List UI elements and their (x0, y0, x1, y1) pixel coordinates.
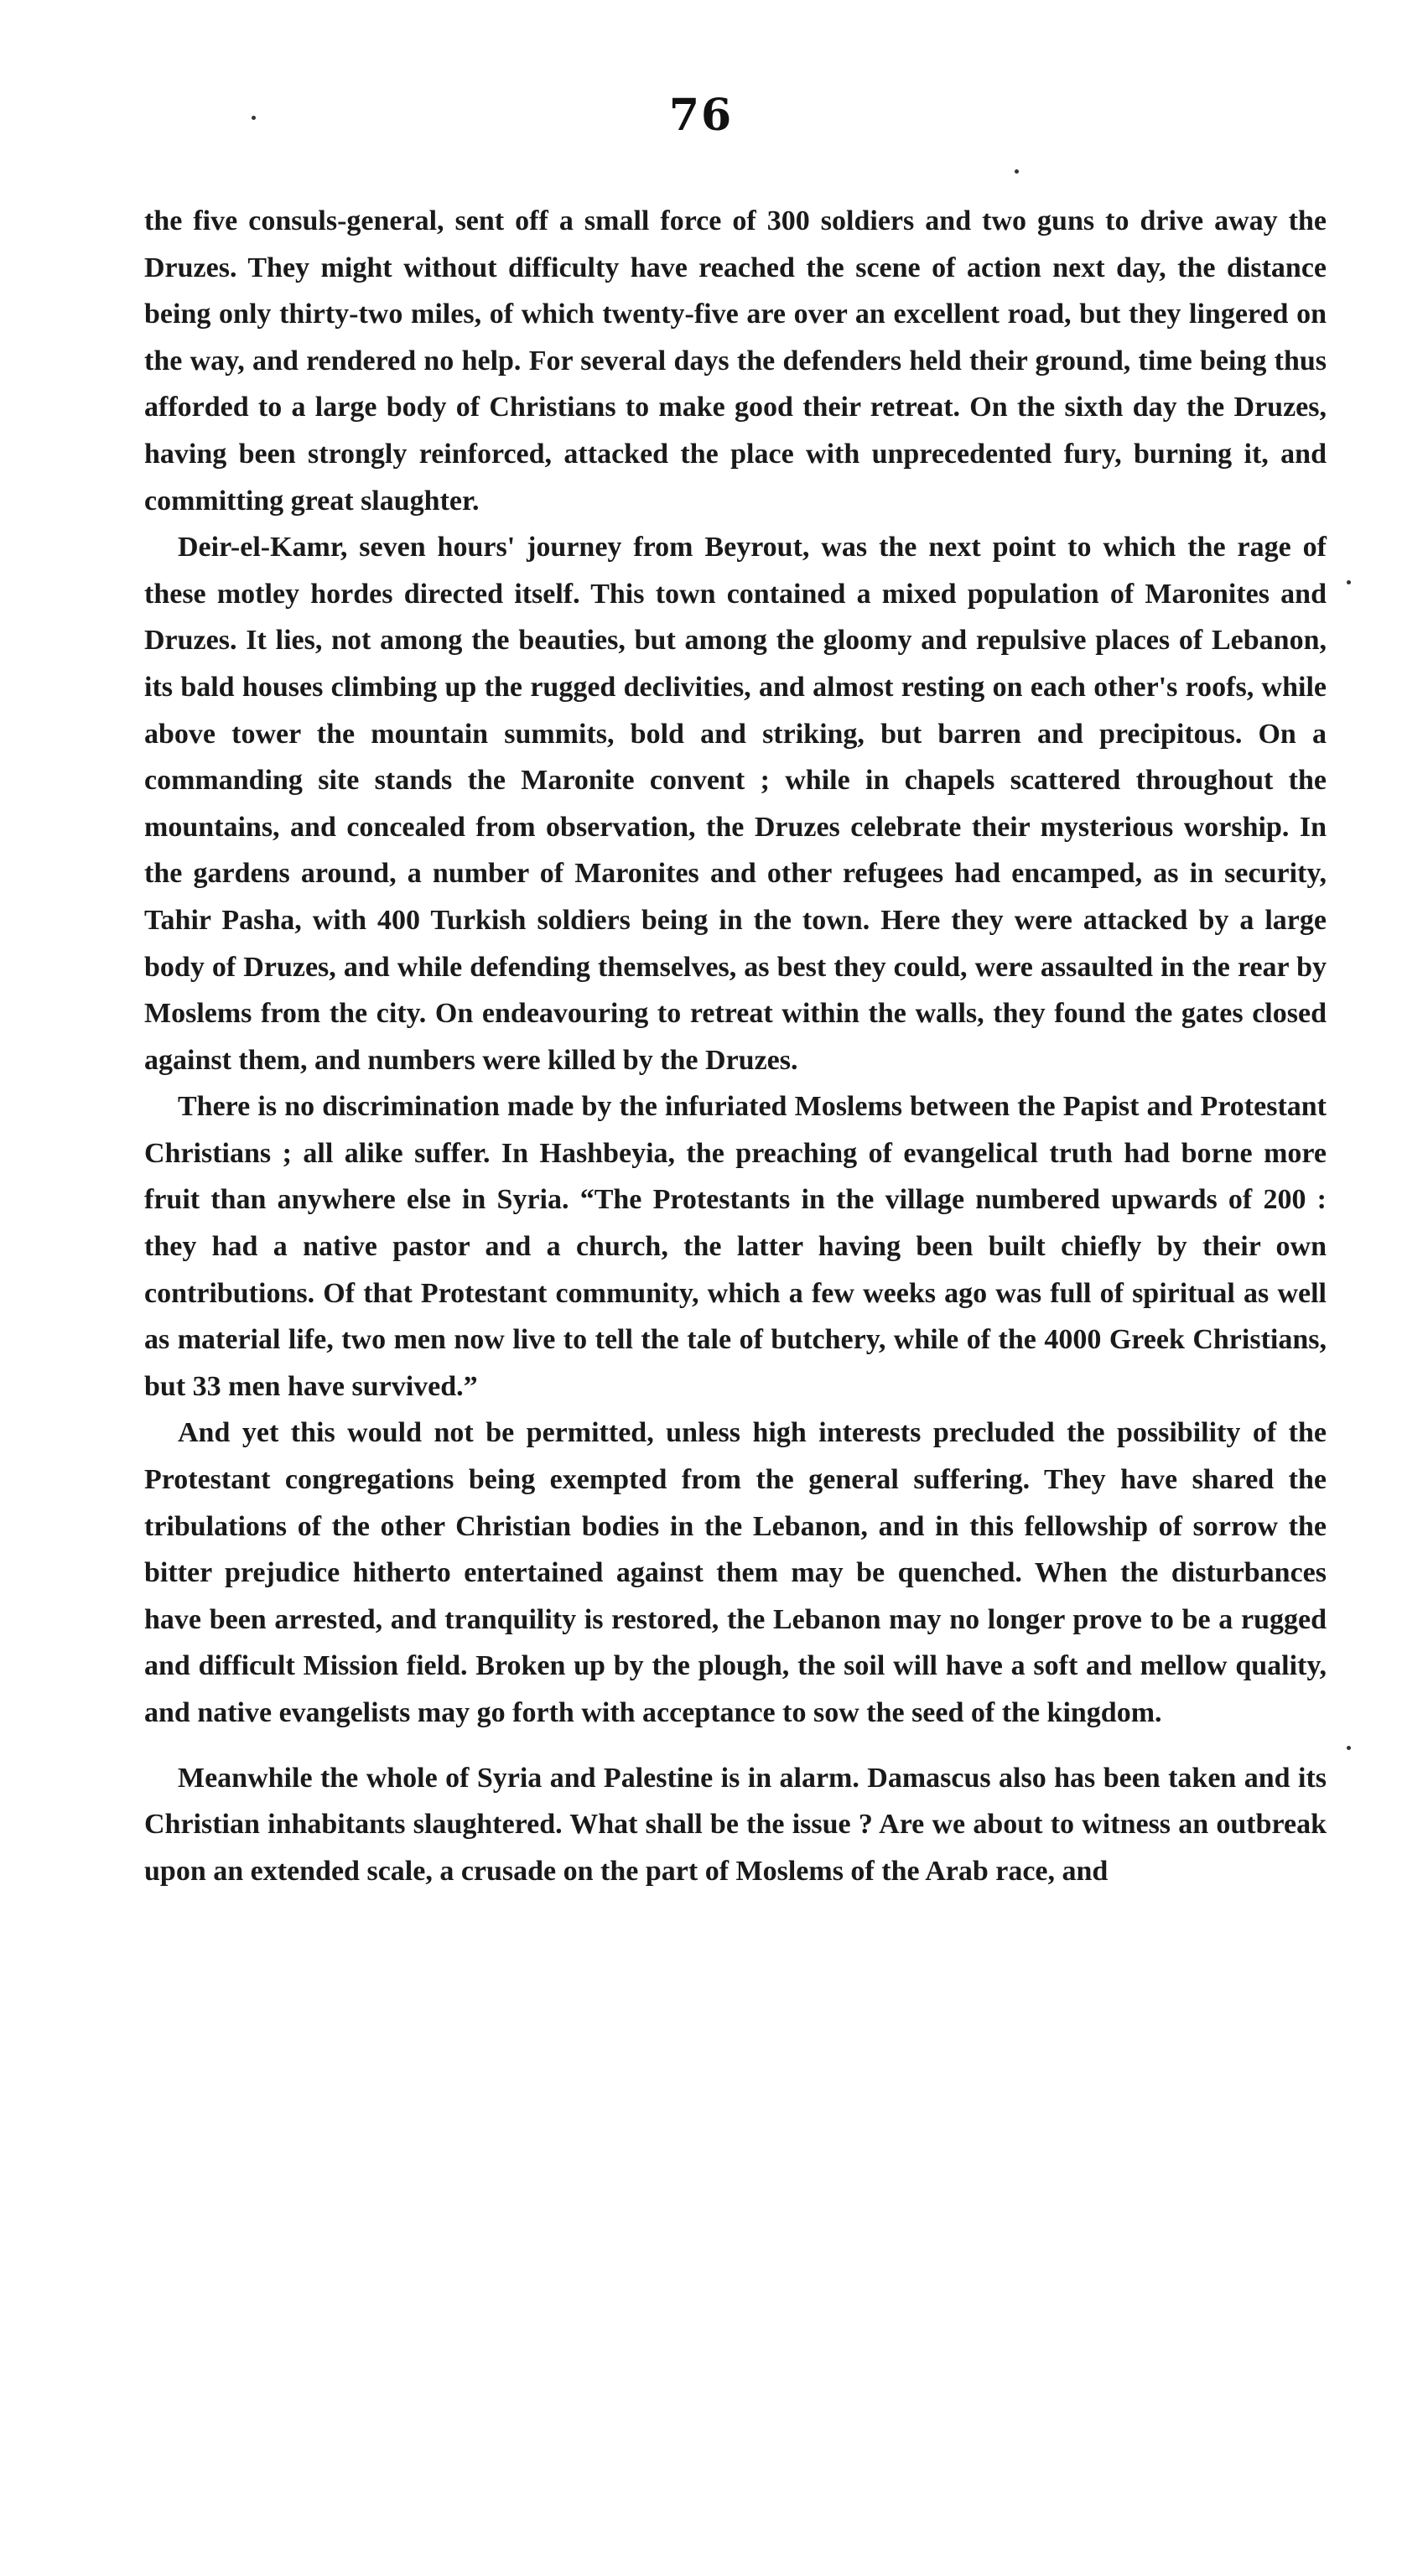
print-speck (1015, 169, 1019, 174)
paragraph: And yet this would not be permitted, unless high interests precluded the possibility of the Protestant congregations being exempted from the general suffering. They have shared the tribulations of the other Christian bodies in the Lebanon, and in this fellowship of sorrow the bitter prejudice hitherto entertained against them may be quenched. When the disturbances have been arrested, and tranquility is restored, the Lebanon may no longer prove to be a rugged and difficult Mission field. Broken up by the plough, the soil will have a soft and mellow quality, and native evangelists may go forth with acceptance to sow the seed of the kingdom. (144, 1417, 1327, 1728)
print-speck (1347, 1746, 1351, 1750)
paragraph: There is no discrimination made by the infuriated Moslems between the Papist and Protestant Christians ; all alike suffer. In Hashbeyia, the preaching of evangelical truth had borne more fruit than anywhere else in Syria. “The Protestants in the village numbered upwards of 200 : they had a native pastor and a church, the latter having been built chiefly by their own contributions. Of that Protestant community, which a few weeks ago was full of spiritual as well as material life, two men now live to tell the tale of butchery, while of the 4000 Greek Christians, but 33 men have survived.” (144, 1091, 1327, 1402)
paragraph: Meanwhile the whole of Syria and Palestine is in alarm. Damascus also has been taken and its Christian inhabitants slaughtered. What shall be the issue ? Are we about to witness an outbreak upon an extended scale, a crusade on the part of Moslems of the Arab race, and (144, 1762, 1327, 1887)
page-number: 76 (668, 90, 734, 141)
paragraph: Deir-el-Kamr, seven hours' journey from Beyrout, was the next point to which the rage of these motley hordes directed itself. This town contained a mixed population of Maronites and Druzes. It lies, not among the beauties, but among the gloomy and repulsive places of Lebanon, its bald houses climbing up the rugged declivities, and almost resting on each other's roofs, while above tower the mountain summits, bold and striking, but barren and precipitous. On a commanding site stands the Maronite convent ; while in chapels scattered throughout the mountains, and concealed from observation, the Druzes celebrate their mysterious worship. In the gardens around, a number of Maronites and other refugees had encamped, as in security, Tahir Pasha, with 400 Turkish soldiers being in the town. Here they were attacked by a large body of Druzes, and while defending themselves, as best they could, were assaulted in the rear by Moslems from the city. On endeavouring to retreat within the walls, they found the gates closed against them, and numbers were killed by the Druzes. (144, 532, 1327, 1076)
print-speck (252, 116, 256, 120)
body-text (144, 198, 1327, 1894)
paragraph: the five consuls-general, sent off a small force of 300 soldiers and two guns to drive away the Druzes. They might without difficulty have reached the scene of action next day, the distance being only thirty-two miles, of which twenty-five are over an excellent road, but they lingered on the way, and rendered no help. For several days the defenders held their ground, time being thus afforded to a large body of Christians to make good their retreat. On the sixth day the Druzes, having been strongly reinforced, attacked the place with unprecedented fury, burning it, and committing great slaughter. (144, 205, 1327, 517)
print-speck (1347, 580, 1351, 584)
